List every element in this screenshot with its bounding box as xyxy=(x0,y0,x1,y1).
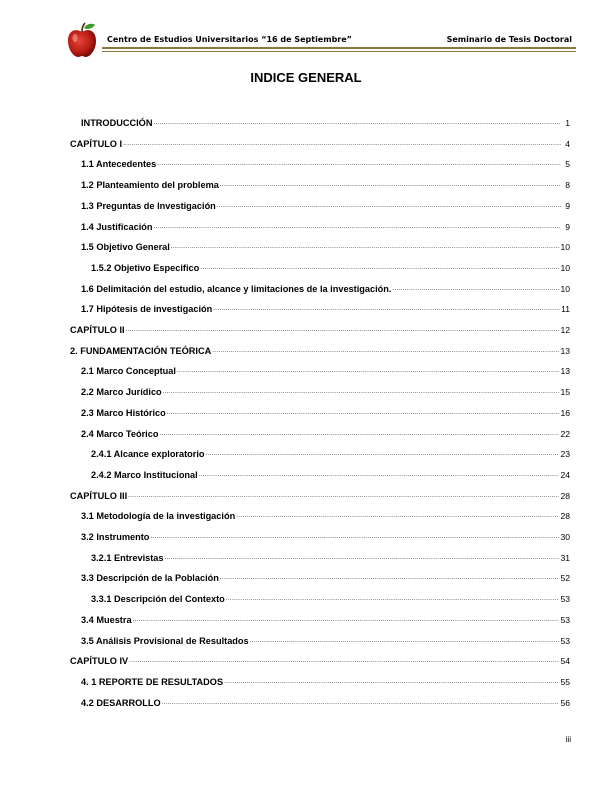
toc-leader-dots xyxy=(213,306,560,312)
toc-entry-page: 10 xyxy=(560,262,570,273)
header-rule-thin xyxy=(102,51,576,52)
toc-entry-page: 53 xyxy=(560,594,570,605)
toc-entry-page: 15 xyxy=(560,387,570,398)
toc-entry[interactable] xyxy=(81,238,570,252)
toc-entry-title: 3.5 Análisis Provisional de Resultados xyxy=(81,635,249,646)
toc-leader-dots xyxy=(129,658,559,664)
toc-entry-title: CAPÍTULO I xyxy=(70,138,123,149)
page-header xyxy=(66,22,576,58)
toc-entry-page: 10 xyxy=(560,242,570,253)
toc-leader-dots xyxy=(133,617,560,623)
toc-leader-dots xyxy=(220,575,560,581)
toc-entry-title: 1.5.2 Objetivo Especifico xyxy=(91,262,200,273)
toc-leader-dots xyxy=(177,368,559,374)
toc-leader-dots xyxy=(206,451,560,457)
toc-entry[interactable] xyxy=(70,652,570,666)
toc-entry-title: 3.2 Instrumento xyxy=(81,532,150,542)
toc-entry[interactable] xyxy=(81,694,570,708)
toc-entry-title: INTRODUCCIÓN xyxy=(81,118,153,128)
toc-entry-title: 3.4 Muestra xyxy=(81,614,132,625)
toc-entry-title: CAPÍTULO II xyxy=(70,325,125,335)
toc-entry-title: 1.1 Antecedentes xyxy=(81,159,157,170)
toc-entry[interactable] xyxy=(81,280,570,294)
toc-entry-title: 2.1 Marco Conceptual xyxy=(81,366,176,377)
toc-leader-dots xyxy=(123,141,561,147)
toc-entry-title: 1.3 Preguntas de Investigación xyxy=(81,200,216,211)
apple-icon xyxy=(66,22,98,58)
toc-entry-page: 28 xyxy=(560,511,570,522)
toc-entry-title: 2.4.2 Marco Institucional xyxy=(91,469,198,480)
toc-leader-dots xyxy=(220,182,561,188)
toc-entry-title: 3.3.1 Descripción del Contexto xyxy=(91,594,225,605)
toc-entry-page: 9 xyxy=(565,200,570,211)
toc-leader-dots xyxy=(171,244,560,250)
toc-entry[interactable] xyxy=(81,404,570,418)
toc-leader-dots xyxy=(212,348,559,354)
toc-entry[interactable] xyxy=(81,383,570,397)
toc-leader-dots xyxy=(165,555,560,561)
toc-entry-title: CAPÍTULO III xyxy=(70,490,128,501)
toc-entry[interactable] xyxy=(91,445,570,459)
toc-entry[interactable] xyxy=(81,569,570,583)
toc-entry-page: 5 xyxy=(565,159,570,170)
toc-entry-page: 55 xyxy=(560,676,570,687)
toc-leader-dots xyxy=(159,431,559,437)
toc-leader-dots xyxy=(154,224,562,230)
toc-entry-title: 1.5 Objetivo General xyxy=(81,242,170,253)
toc-entry-page: 31 xyxy=(560,552,570,563)
toc-entry-title: 2.2 Marco Jurídico xyxy=(81,387,162,398)
toc-leader-dots xyxy=(236,513,559,519)
toc-entry-page: 56 xyxy=(560,697,570,708)
toc-entry[interactable] xyxy=(81,362,570,376)
toc-entry-title: 2. FUNDAMENTACIÓN TEÓRICA xyxy=(70,345,212,356)
toc-entry-title: CAPÍTULO IV xyxy=(70,656,129,667)
toc-leader-dots xyxy=(150,534,559,540)
toc-entry-page: 8 xyxy=(565,180,570,191)
toc-entry-title: 4. 1 REPORTE DE RESULTADOS xyxy=(81,676,224,687)
toc-entry-page: 54 xyxy=(560,656,570,667)
toc-leader-dots xyxy=(163,389,560,395)
toc-leader-dots xyxy=(224,679,559,685)
toc-entry[interactable] xyxy=(91,466,570,480)
toc-leader-dots xyxy=(200,265,559,271)
page-number: iii xyxy=(565,735,571,744)
toc-entry-title: 2.4 Marco Teórico xyxy=(81,428,159,439)
toc-leader-dots xyxy=(167,410,560,416)
toc-leader-dots xyxy=(128,493,559,499)
toc-entry-title: 2.4.1 Alcance exploratorio xyxy=(91,449,205,460)
toc-entry-page: 53 xyxy=(560,614,570,625)
toc-entry[interactable] xyxy=(70,342,570,356)
toc-leader-dots xyxy=(199,472,560,478)
toc-entry-page: 13 xyxy=(560,366,570,377)
toc-entry[interactable] xyxy=(81,507,570,521)
toc-entry[interactable] xyxy=(81,176,570,190)
toc-leader-dots xyxy=(157,161,561,167)
toc-leader-dots xyxy=(217,203,561,209)
toc-leader-dots xyxy=(126,327,560,333)
toc-entry[interactable] xyxy=(81,197,570,211)
toc-entry-page: 16 xyxy=(560,407,570,418)
toc-entry[interactable] xyxy=(81,114,570,128)
toc-entry[interactable] xyxy=(81,425,570,439)
toc-entry-title: 2.3 Marco Histórico xyxy=(81,407,166,418)
toc-entry-title: 3.1 Metodología de la investigación xyxy=(81,511,236,522)
toc-entry-page: 10 xyxy=(560,283,570,294)
toc-entry-page: 4 xyxy=(565,138,570,149)
toc-entry[interactable] xyxy=(81,611,570,625)
toc-entry[interactable] xyxy=(81,673,570,687)
toc-entry-page: 1 xyxy=(565,118,570,128)
toc-entry[interactable] xyxy=(70,321,570,335)
header-rule xyxy=(102,47,576,49)
toc-entry-page: 13 xyxy=(560,345,570,356)
toc-entry[interactable] xyxy=(91,590,570,604)
toc-entry-page: 52 xyxy=(560,573,570,584)
toc-entry-title: 1.6 Delimitación del estudio, alcance y limitaciones de la investigación. xyxy=(81,283,392,294)
toc-leader-dots xyxy=(153,120,561,126)
toc-leader-dots xyxy=(392,286,559,292)
toc-entry-title: 3.3 Descripción de la Población xyxy=(81,573,219,584)
toc-leader-dots xyxy=(250,638,560,644)
toc-entry[interactable] xyxy=(91,549,570,563)
toc-entry[interactable] xyxy=(91,259,570,273)
toc-entry[interactable] xyxy=(81,218,570,232)
toc-leader-dots xyxy=(226,596,560,602)
header-institution: Centro de Estudios Universitarios “16 de Septiembre” xyxy=(107,35,352,44)
page-title: INDICE GENERAL xyxy=(250,70,362,85)
toc-entry-page: 22 xyxy=(560,428,570,439)
toc-entry-page: 11 xyxy=(561,304,570,315)
toc-entry[interactable] xyxy=(70,487,570,501)
toc-entry[interactable] xyxy=(81,155,570,169)
toc-entry[interactable] xyxy=(81,632,570,646)
toc-entry-page: 30 xyxy=(560,532,570,542)
toc-leader-dots xyxy=(162,700,560,706)
toc-entry-page: 9 xyxy=(565,221,570,232)
toc-entry-page: 24 xyxy=(560,469,570,480)
toc-entry[interactable] xyxy=(81,528,570,542)
toc-entry-title: 1.2 Planteamiento del problema xyxy=(81,180,219,191)
toc-entry-page: 53 xyxy=(560,635,570,646)
toc-entry-title: 4.2 DESARROLLO xyxy=(81,697,161,708)
toc-entry-page: 23 xyxy=(560,449,570,460)
toc-entry[interactable] xyxy=(70,135,570,149)
header-seminar: Seminario de Tesis Doctoral xyxy=(446,35,572,44)
toc-entry-title: 1.7 Hipótesis de investigación xyxy=(81,304,213,315)
toc-entry-title: 3.2.1 Entrevistas xyxy=(91,552,164,563)
toc-entry-page: 12 xyxy=(560,325,570,335)
toc-entry[interactable] xyxy=(81,300,570,314)
toc-entry-page: 28 xyxy=(560,490,570,501)
toc-entry-title: 1.4 Justificación xyxy=(81,221,153,232)
